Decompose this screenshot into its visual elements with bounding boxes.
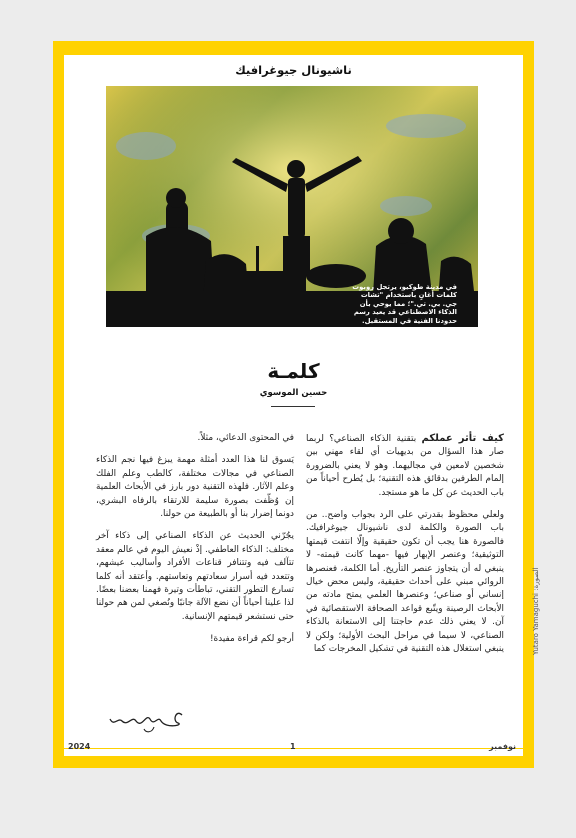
paragraph: أرجو لكم قراءة مفيدة! [209,634,294,645]
article-column-right [306,432,504,666]
paragraph: يجُرّني الحديث عن الذكاء الصناعي إلى ذكاء آخر مختلف: الذكاء العاطفي. إذْ نعيش اليوم في عالم معقد تتآلف فيه وتتنافر قناعات الأفراد وأساليب عيشهم، وتتعدد فيه أسرار سعادتهم وتعاستهم. وأعتقد أنه كلما تسارع التطور التقني، تباطأت وتيرة فهمنا بعضنا بعضًا. لذا علينا أحياناً أن نضع الآلة جانبًا ونُصغي لمن هم حولنا حتى نستشعر قيمتهم الإنسانية. [96,531,294,622]
paragraph: في المحتوى الدعائي، مثلاً. [197,433,294,443]
signature [106,707,186,739]
title-divider [271,406,315,407]
article-author: حسين الموسوي [259,388,328,398]
article-column-left [96,432,294,656]
masthead: ناشيونال جيوغرافيك [235,63,352,77]
photo-credit: Yutaro Yamaguchi :الصورة [532,567,540,655]
page [64,55,523,756]
paragraph: ولعلي محظوظ بقدرتي على الرد بجواب واضح.. من باب الصورة والكلمة لدى ناشيونال جيوغرافيك. فالصورة هنا يجب أن تكون حقيقية وإلّا انتفت قيمتها التوثيقية؛ وعنصر الإبهار فيها -مهما كانت قيمته- لا ينبغي له أن يتجاوز عنصر التأريخ. أما الكلمة، فعنصرها الروائي مبني على أحداث حقيقية، وليس محض خيال إنساني أو صناعي؛ وعنصرها العلمي يمتح مادته من الأبحاث الرصينة ويتّبع قواعد الصحافة الاستقصائية في آن. لا يعني ذلك عدم حاجتنا إلى الاستعانة بالذكاء الصناعي، لا سيما في مراحل البحث الأولية؛ ولكن لا ينبغي استغلال هذه التقنية في تشكيل المخرجات كما [306,510,504,655]
page-number: 1 [290,742,296,751]
footer-year: 2024 [68,742,91,751]
paragraph: كيف تأثر عملكم بتقنية الذكاء الصناعي؟ لربما صار هذا السؤال من بديهيات أي لقاء مهني بين شخصين لامعين في مجاليهما. وهو لا يعني بالضرورة إلمام الطرفين بدقائق هذه التقنية؛ بل يُطرح أحياناً من باب الحديث عن كل ما هو مستجد. [306,433,504,498]
photo-caption: في مدينة طوكيو، يرتجل روبوت كلمات أغانٍ باستخدام "تشات جي. بي. تي."؛ مما يوحي بأن الذكاء الاصطناعي قد يعيد رسم حدودنا الفنية في المستقبل. [352,283,457,325]
footer-month: نوفمبر [489,742,516,751]
lead-in: كيف تأثر عملكم [421,433,504,444]
article-title: كلمـة [267,359,320,383]
paragraph: يَسوق لنا هذا العدد أمثلة مهمة يبزغ فيها نجم الذكاء الصناعي في مجالات مختلفة، كالطب وعلم الفلك وعلم الآثار. فلهذه التقنية دور بارز في الأبحاث العلمية إن وُظّفت بصورة سليمة للارتقاء بالرفاه البشري، دونما إضرار بنا أو بالطبيعة من حولنا. [96,455,294,520]
